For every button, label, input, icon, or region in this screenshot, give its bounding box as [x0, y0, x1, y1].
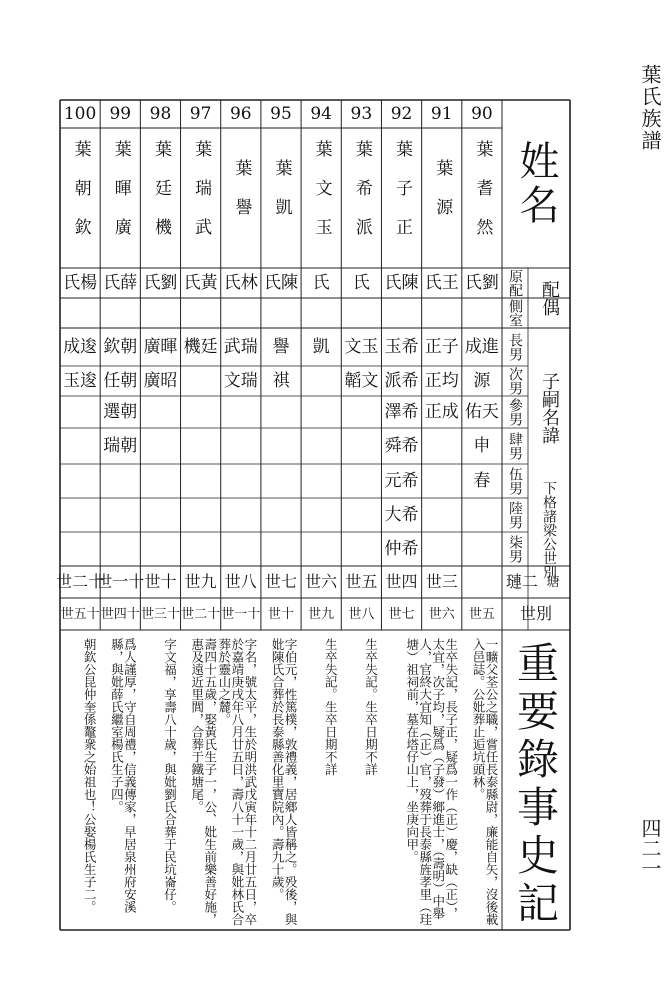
concubine-cell [462, 298, 502, 328]
person-name: 葉子正 [392, 139, 413, 257]
child-name-cell [221, 464, 261, 498]
heading-spouse-row: 原配 [507, 269, 523, 297]
generation-cell-secondary: 世四十 [100, 606, 140, 622]
generation-cell: 世三 [425, 572, 458, 591]
child-name-cell: 廣暉 [143, 336, 178, 357]
heading-children-row: 伍男 [507, 467, 523, 495]
child-name-cell: 澤希 [384, 401, 419, 422]
child-name-cell [422, 464, 462, 498]
record-text: 字名，號太平，生於明洪武戊寅年十二月廿五日，卒於嘉靖庚戌年八月廿五日，壽八十一歲，與妣林氏合葬於靈山之麓。 [216, 638, 258, 926]
child-name-cell [301, 498, 341, 532]
child-name-cell: 武瑞 [223, 336, 258, 357]
child-name-cell: 祺 [272, 370, 290, 391]
person-number: 94 [310, 103, 332, 124]
concubine-cell [140, 298, 180, 328]
record-text: 字伯元，性篤樸，敦禮義，居鄉人皆稱之。殁後，與妣陳氏合葬於長泰縣善化里寶院內。壽九十歲。 [270, 638, 299, 926]
child-name-cell [341, 396, 381, 428]
generation-cell [462, 566, 502, 598]
generation-cell: 世九 [184, 572, 217, 591]
child-name-cell: 春 [473, 470, 491, 491]
child-name-cell [261, 428, 301, 464]
child-name-cell [301, 396, 341, 428]
child-name-cell [341, 498, 381, 532]
heading-name: 姓名 [513, 140, 559, 228]
child-name-cell [181, 366, 221, 396]
child-name-cell: 玉逡 [63, 370, 98, 391]
child-name-cell: 任朝 [103, 370, 138, 391]
child-name-cell [301, 464, 341, 498]
child-name-cell [60, 532, 100, 566]
generation-cell: 世五 [345, 572, 378, 591]
record-text: 生卒失記。生卒日期不詳 [363, 638, 379, 776]
child-name-cell: 派希 [384, 370, 419, 391]
person-number: 90 [471, 103, 493, 124]
child-name-cell [140, 396, 180, 428]
child-name-cell [140, 498, 180, 532]
child-name-cell: 舜希 [384, 435, 419, 456]
child-name-cell [341, 464, 381, 498]
concubine-cell [100, 298, 140, 328]
child-name-cell [301, 428, 341, 464]
heading-children-row: 陸男 [507, 501, 523, 529]
child-name-cell: 正子 [424, 336, 459, 357]
person-number: 97 [189, 103, 212, 124]
child-name-cell [100, 464, 140, 498]
child-name-cell [462, 498, 502, 532]
heading-children-row: 長男 [507, 333, 523, 361]
child-name-cell: 源 [473, 370, 491, 391]
child-name-cell [181, 396, 221, 428]
child-name-cell: 譽 [272, 336, 290, 357]
spouse-cell: 氏陳 [263, 272, 298, 293]
child-name-cell [301, 532, 341, 566]
heading-children-row: 柒男 [507, 535, 523, 563]
spouse-cell: 氏薛 [103, 272, 138, 293]
person-name: 葉譽 [231, 159, 252, 237]
child-name-cell [100, 532, 140, 566]
child-name-cell [221, 428, 261, 464]
person-name: 葉文玉 [311, 139, 332, 257]
child-name-cell: 正均 [424, 370, 459, 391]
child-name-cell: 佑天 [464, 401, 499, 422]
generation-cell: 世四 [385, 572, 418, 591]
concubine-cell [181, 298, 221, 328]
child-name-cell [261, 396, 301, 428]
person-name: 葉廷機 [150, 139, 171, 257]
spouse-cell: 氏黃 [183, 272, 218, 293]
generation-cell-secondary: 世十 [267, 606, 294, 622]
child-name-cell [422, 428, 462, 464]
generation-cell-secondary: 世八 [348, 606, 375, 622]
record-text: 朝欽公昆仲奎係鼇衆之始祖也！公娶楊氏生子二。 [82, 638, 98, 913]
child-name-cell: 選朝 [103, 401, 138, 422]
heading-children-row: 肆男 [507, 432, 523, 460]
child-name-cell [221, 532, 261, 566]
generation-cell-secondary: 世三十 [140, 606, 180, 622]
generation-cell-secondary: 世七 [388, 606, 415, 622]
spouse-cell: 氏 [312, 272, 330, 293]
child-name-cell [60, 464, 100, 498]
page-header: 葉氏族譜 [638, 64, 662, 152]
heading-spouse-row: 側室 [507, 299, 523, 327]
record-text: 一曠父荃公之職，嘗任長泰縣尉，廉能自矢，沒後載入邑誌。公妣葬止逅坑頭林。 [470, 638, 499, 926]
heading-children: 子嗣名諱 [539, 372, 560, 444]
child-name-cell [140, 532, 180, 566]
child-name-cell [60, 428, 100, 464]
person-name: 葉源 [432, 159, 453, 237]
person-name: 葉凱 [271, 159, 292, 237]
concubine-cell [221, 298, 261, 328]
heading-generation: 世別 [519, 604, 552, 623]
child-name-cell [140, 428, 180, 464]
generation-cell-secondary: 世五十 [60, 606, 100, 622]
person-number: 96 [229, 103, 252, 124]
child-name-cell: 文玉 [344, 336, 379, 357]
child-name-cell: 廣昭 [143, 370, 178, 391]
generation-cell: 世七 [264, 572, 297, 591]
spouse-cell: 氏王 [424, 272, 459, 293]
child-name-cell [261, 532, 301, 566]
spouse-cell: 氏林 [223, 272, 258, 293]
child-name-cell [301, 366, 341, 396]
child-name-cell [221, 396, 261, 428]
child-name-cell [60, 396, 100, 428]
concubine-cell [422, 298, 462, 328]
record-text: 生卒失記，長子正，疑爲一作（正）慶，缺（正），太宜，次子均，疑爲（子發）鄉進士，（壽明）中舉人，官終大宜知（正）官，歿葬于長泰縣旌孝里（珪塘）祖祠前，墓在塔仔山上，坐庚向甲。 [404, 638, 459, 926]
child-name-cell [341, 428, 381, 464]
child-name-cell [462, 532, 502, 566]
heading-generation-suffix: 璉二 [505, 572, 538, 591]
generation-cell: 世八 [224, 572, 257, 591]
record-text [385, 638, 417, 930]
record-text: 爲人謹厚，守自周禮，信義傳家，早居泉州府安溪縣，與妣薛氏繼室楊氏生子四。 [109, 638, 138, 913]
person-name: 葉希派 [351, 139, 372, 257]
person-name: 葉朝欽 [70, 139, 91, 257]
generation-cell: 世十 [144, 572, 177, 591]
person-number: 98 [149, 103, 172, 124]
child-name-cell: 申 [473, 435, 491, 456]
person-name: 葉瑞武 [191, 139, 212, 257]
person-name: 葉耆然 [472, 139, 493, 257]
child-name-cell: 凱 [312, 336, 330, 357]
child-name-cell: 元希 [384, 470, 419, 491]
page-number: 四二一 [638, 818, 662, 878]
spouse-cell: 氏劉 [143, 272, 178, 293]
record-text: 字文福，享壽八十歲，與妣劉氏合葬于民坑崙仔。 [162, 638, 178, 913]
child-name-cell: 玉希 [384, 336, 419, 357]
child-name-cell [140, 464, 180, 498]
concubine-cell [301, 298, 341, 328]
child-name-cell: 欽朝 [103, 336, 138, 357]
child-name-cell [341, 532, 381, 566]
person-number: 91 [430, 103, 453, 124]
heading-children-note: 下格諸梁公世別 [541, 480, 557, 579]
person-number: 95 [270, 103, 292, 124]
child-name-cell: 文瑞 [223, 370, 258, 391]
generation-cell: 世一十 [96, 572, 145, 591]
child-name-cell: 瑞朝 [103, 435, 138, 456]
child-name-cell [261, 464, 301, 498]
child-name-cell: 成逡 [63, 336, 98, 357]
person-number: 92 [390, 103, 413, 124]
child-name-cell [60, 498, 100, 532]
generation-cell-secondary: 世五 [468, 606, 495, 622]
person-name: 葉暉廣 [110, 139, 131, 257]
person-number: 99 [109, 103, 132, 124]
generation-cell-secondary: 世六 [428, 606, 455, 622]
child-name-cell: 成進 [464, 336, 499, 357]
spouse-cell: 氏楊 [63, 272, 98, 293]
generation-cell: 世六 [305, 572, 338, 591]
heading-children-row: 次男 [507, 367, 523, 395]
child-name-cell: 大希 [384, 504, 419, 525]
child-name-cell: 韜文 [344, 370, 379, 391]
concubine-cell [60, 298, 100, 328]
child-name-cell [100, 498, 140, 532]
child-name-cell [422, 532, 462, 566]
concubine-cell [261, 298, 301, 328]
concubine-cell [341, 298, 381, 328]
generation-cell-secondary: 世九 [308, 606, 335, 622]
child-name-cell [181, 464, 221, 498]
child-name-cell [422, 498, 462, 532]
person-number: 93 [350, 103, 373, 124]
person-number: 100 [63, 103, 97, 124]
child-name-cell [181, 498, 221, 532]
record-text: 生卒失記。生卒日期不詳 [323, 638, 339, 776]
child-name-cell [221, 498, 261, 532]
child-name-cell [181, 428, 221, 464]
heading-spouse: 配偶 [539, 280, 560, 316]
concubine-cell [381, 298, 421, 328]
record-heading: 重要錄事史記 [511, 641, 560, 929]
heading-children-row: 參男 [507, 398, 523, 426]
generation-cell-secondary: 世二十 [181, 606, 221, 622]
child-name-cell [181, 532, 221, 566]
generation-cell: 世二十 [56, 572, 105, 591]
child-name-cell [261, 498, 301, 532]
spouse-cell: 氏陳 [384, 272, 419, 293]
child-name-cell: 機廷 [183, 336, 218, 357]
heading-generation-sub: 瑭 [546, 574, 560, 590]
child-name-cell: 正成 [424, 401, 459, 422]
spouse-cell: 氏劉 [464, 272, 499, 293]
spouse-cell: 氏 [352, 272, 370, 293]
record-text: 壽四十五歲，娶黃氏生子一，公、妣生前樂善好施，惠及遠近里閭，合葬于鐵塘尾。 [189, 638, 218, 926]
child-name-cell: 仲希 [384, 538, 419, 559]
generation-cell-secondary: 世一十 [221, 606, 261, 622]
